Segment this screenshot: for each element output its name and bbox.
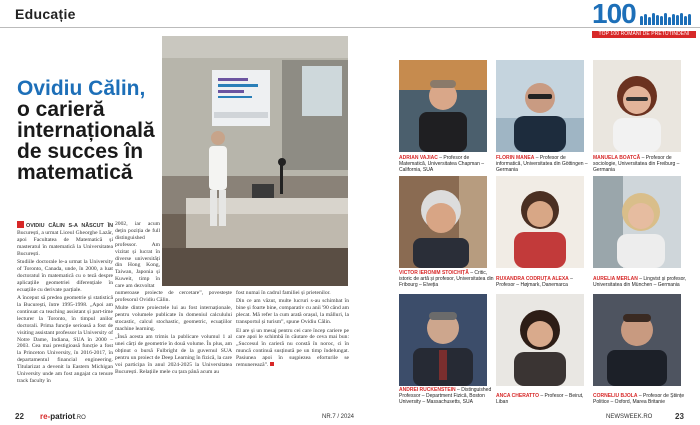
- portrait-ruxandra-alexa: [496, 176, 584, 268]
- caption-corneliu-bjola: [593, 393, 688, 405]
- people-icon: [640, 13, 696, 25]
- portrait-illustration: [496, 176, 584, 268]
- article-paragraph: numeroase proiecte de cercetare”, povestește profesorul Ovidiu Călin.: [115, 290, 232, 303]
- brand-name: patriot: [50, 412, 76, 421]
- article-paragraph: El are și un mesaj pentru cei care încep cariere pe care apoi le schimbă în căutare de ceva mai bun: „Succesul în carieră nu constă în noroc, ci în muncă continuă susținută pe un timp îndelungat. Pasiunea apoi în sușpiezea eforturile se remunerează”.: [236, 327, 349, 369]
- caption-victor-stoichita: [399, 270, 494, 288]
- portrait-role: – Distinguished Professor – Department Fizică, Boston University – Massachusetts, SUA: [399, 387, 492, 405]
- article-column-4: [236, 290, 349, 406]
- article-column-3: [115, 290, 232, 406]
- portrait-illustration: [399, 60, 487, 152]
- caption-andrei-ruckenstein: [399, 387, 494, 405]
- article-column-1: [17, 221, 113, 406]
- portrait-name: RUXANDRA CODRUȚA ALEXA: [496, 276, 569, 282]
- portrait-illustration: [593, 176, 681, 268]
- brand-prefix: re-: [40, 412, 51, 421]
- lecture-photo-illustration: [162, 36, 348, 286]
- portrait-illustration: [496, 294, 584, 386]
- end-mark: [270, 362, 274, 366]
- portrait-role: – Profesor de Matematică, Universitatea Chapman – California, SUA: [399, 155, 485, 173]
- portrait-name: AURELIA MERLAN: [593, 276, 638, 282]
- portrait-role: – Profesor de Științe Politice – Oxford, Marea Britanie: [593, 393, 685, 405]
- article-paragraph: 2002, iar acum dețin poziția de full distinguished professor. Am vizitat și lucrat în diverse universități din Hong Kong, Taiwan, Japonia și Kuweit, timp în care am dezvoltat: [115, 221, 160, 290]
- portrait-role: – Profesor de sociologie, Universitatea din Freiburg – Germania: [593, 155, 680, 173]
- logo-tagline: TOP 100 ROMÂNI DE PRETUTINDENI: [592, 31, 696, 38]
- portrait-name: FLORIN MANEA: [496, 155, 535, 161]
- article-paragraph: A început să predea geometrie și statistică la București, între 1995-1998. „Apoi am continuat ca teaching assistant și part-time lecturer la Toronto, în timpul anilor doctorali. Prima funcție serioasă a fost de visiting assistant professor la University of Notre Dame, Indiana, SUA în 2000 – 2003. Cea mai prestigioasă funcție a fost la Princeton University, în 2016-2017, în departamentul financial engineering. Titularizat a devenit la Eastern Michigan University unde am fost angajat ca tenure track faculty în: [17, 295, 113, 384]
- issue-number: NR.7 / 2024: [322, 414, 355, 420]
- article-title: [17, 78, 162, 183]
- brand-domain: .RO: [75, 415, 86, 421]
- article-paragraph: „Însă acesta am trimis la publicare volumul 1 al unei cărți de geometrie în două volume. În plus, am obținut o bursă Fulbright de la guvernul SUA pentru un proiect de Deep Learning în fizică, la care voi participa în anul 2024-2025 la Universitatea București. Relațiile mele cu țara până acum au: [115, 334, 232, 375]
- title-rest: o carieră internațională de succes în matematică: [17, 98, 155, 184]
- portrait-role: – Profesor de informatică, Universitatea din Göttingen – Germania: [496, 155, 588, 173]
- page-number-left: 22: [15, 412, 24, 421]
- portrait-anca-cheratto: [496, 294, 584, 386]
- portrait-manuela-boatca: [593, 60, 681, 152]
- caption-manuela-boatca: [593, 155, 688, 173]
- top100-logo: [592, 1, 696, 39]
- portrait-role: – Profesor – Beirut, Liban: [496, 393, 584, 405]
- portrait-illustration: [496, 60, 584, 152]
- caption-florin-manea: [496, 155, 591, 173]
- portrait-name: MANUELA BOATCĂ: [593, 155, 641, 161]
- portrait-illustration: [399, 176, 487, 268]
- article-paragraph: fost numai în cadrul familiei și prietenilor.: [236, 290, 331, 296]
- dropcap-marker: [17, 221, 24, 228]
- portrait-illustration: [593, 60, 681, 152]
- portrait-name: CORNELIU BJOLA: [593, 393, 638, 399]
- portrait-role: – Profesor – Højmark, Danemarca: [496, 276, 573, 288]
- portrait-aurelia-merlan: [593, 176, 681, 268]
- portrait-victor-stoichita: [399, 176, 487, 268]
- portrait-andrei-ruckenstein: [399, 294, 487, 386]
- lecture-photo: [162, 36, 348, 286]
- caption-anca-cheratto: [496, 393, 591, 405]
- section-title: Educație: [15, 6, 76, 22]
- portrait-name: ADRIAN VAJIAC: [399, 155, 438, 161]
- article-paragraph: Studiile doctorale le-a urmat la University of Toronto, Canada, unde, în 2000, a luat doctoratul în matematică cu o teză despre aplicațiile geometriei diferențiale în ecuațiile cu derivate parțiale.: [17, 259, 113, 293]
- site-name: NEWSWEEK.RO: [606, 414, 653, 420]
- portrait-name: ANDREI RUCKENSTEIN: [399, 387, 456, 393]
- caption-ruxandra-alexa: [496, 276, 591, 288]
- caption-adrian-vajiac: [399, 155, 494, 173]
- article-column-2: [115, 221, 160, 290]
- portrait-corneliu-bjola: [593, 294, 681, 386]
- portrait-role: – Critic, istoric de artă și profesor, Universitatea din Fribourg – Elveția: [399, 270, 494, 288]
- portrait-florin-manea: [496, 60, 584, 152]
- page-number-right: 23: [675, 412, 684, 421]
- portrait-role: – Lingvist și profesor, Universitatea din München – Germania: [593, 276, 687, 288]
- title-name: Ovidiu Călin,: [17, 77, 146, 100]
- brand-logo: [40, 412, 86, 421]
- portrait-adrian-vajiac: [399, 60, 487, 152]
- portrait-illustration: [593, 294, 681, 386]
- portrait-name: ANCA CHERATTO: [496, 393, 539, 399]
- article-paragraph: Multe dintre proiectele lui au fost internaționale, pentru volumele publicate în domeniul calculului stocastic, calcul stochastic, geometric, ecuațiilor machine learning.: [115, 305, 232, 333]
- article-paragraph: București, a urmat Liceul Gheorghe Lazăr, apoi Facultatea de Matematică și masteratul în matematică la Universitatea București.: [17, 229, 113, 257]
- portrait-illustration: [399, 294, 487, 386]
- logo-number: 100: [592, 0, 636, 29]
- article-lead: OVIDIU CĂLIN S-A NĂSCUT ÎN: [26, 223, 113, 229]
- article-paragraph: Din ce am văzut, multe lucruri s-au schimbat în bine și foarte bine, comparativ cu anii '90 când am plecat. Mă refer la cum arată orașul, la mâlluri, la transportul și turism”, spune Ovidiu Călin.: [236, 298, 349, 326]
- portrait-name: VICTOR IERONIM STOICHIȚĂ: [399, 270, 469, 276]
- caption-aurelia-merlan: [593, 276, 688, 288]
